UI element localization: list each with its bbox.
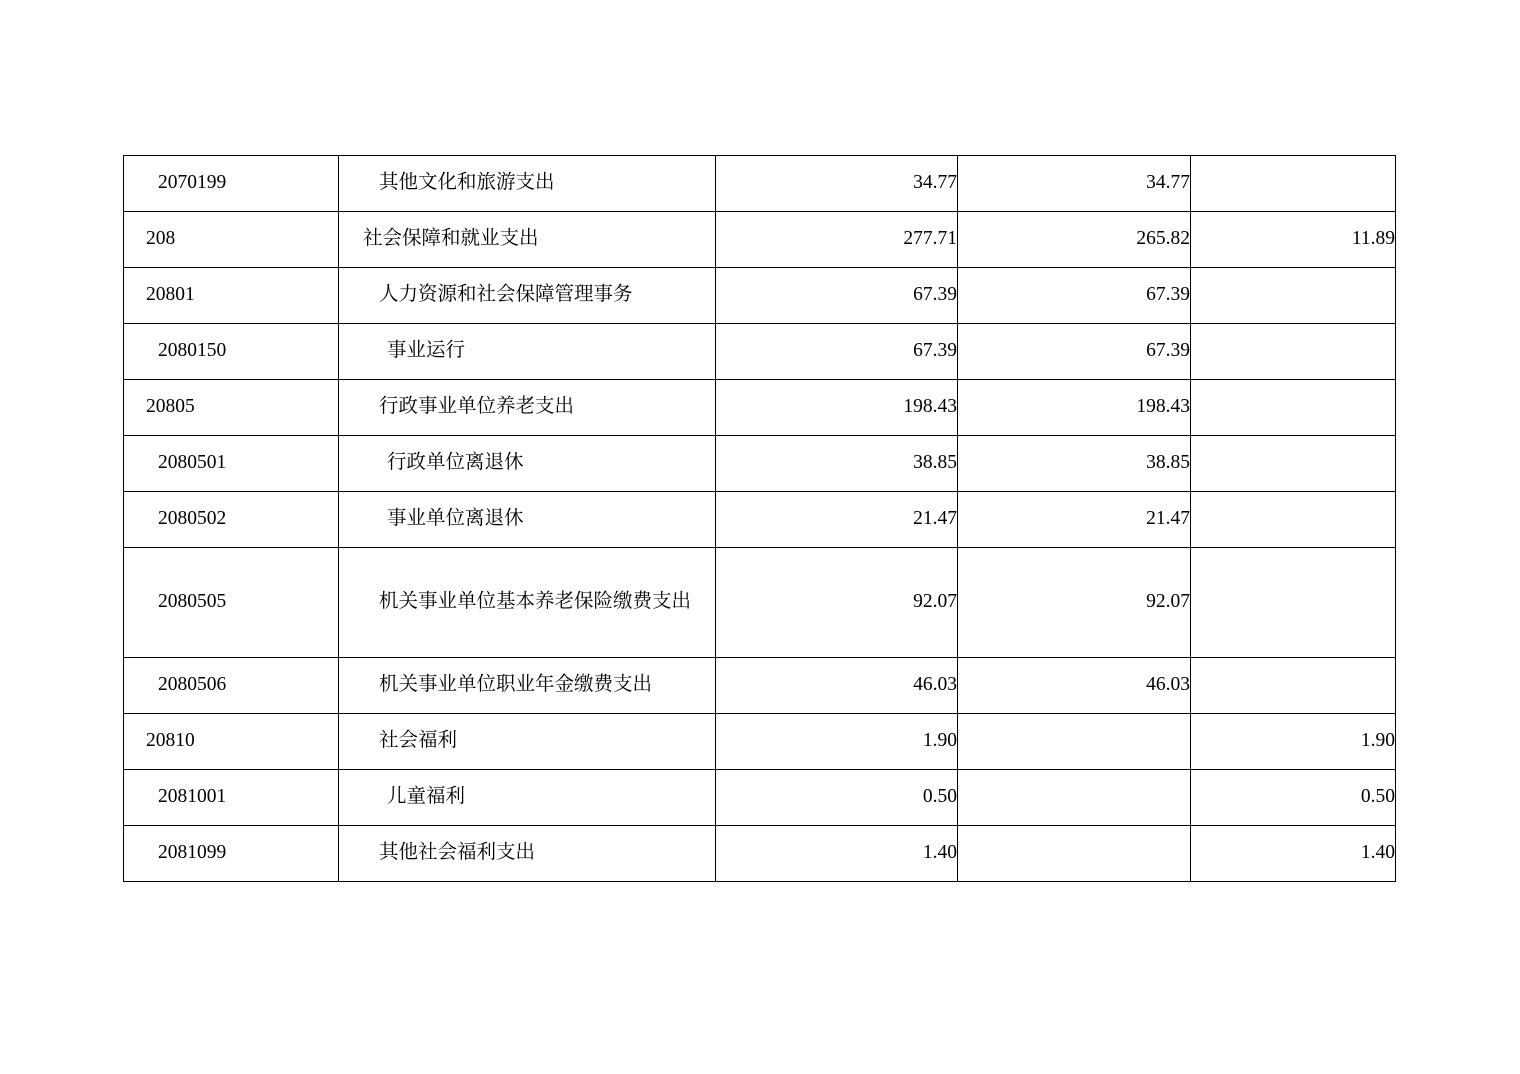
cell-total-amount: 46.03 xyxy=(716,658,958,714)
cell-basic-expenditure: 265.82 xyxy=(958,212,1191,268)
cell-basic-expenditure xyxy=(958,770,1191,826)
cell-total-amount: 1.90 xyxy=(716,714,958,770)
cell-subject-code: 2081099 xyxy=(124,826,339,882)
table-row xyxy=(124,492,1396,548)
cell-project-expenditure xyxy=(1191,156,1396,212)
subject-name-text: 儿童福利 xyxy=(387,786,466,808)
cell-total-amount: 34.77 xyxy=(716,156,958,212)
cell-project-expenditure xyxy=(1191,658,1396,714)
cell-project-expenditure: 0.50 xyxy=(1191,770,1396,826)
cell-total-amount: 277.71 xyxy=(716,212,958,268)
cell-subject-code: 20801 xyxy=(124,268,339,324)
cell-project-expenditure xyxy=(1191,436,1396,492)
cell-subject-name xyxy=(339,548,716,658)
cell-project-expenditure xyxy=(1191,380,1396,436)
subject-name-text: 人力资源和社会保障管理事务 xyxy=(379,284,633,306)
cell-total-amount: 67.39 xyxy=(716,268,958,324)
subject-name-text: 机关事业单位职业年金缴费支出 xyxy=(379,674,653,696)
subject-name-text: 社会保障和就业支出 xyxy=(363,228,539,250)
cell-project-expenditure: 1.90 xyxy=(1191,714,1396,770)
cell-project-expenditure xyxy=(1191,492,1396,548)
cell-total-amount: 1.40 xyxy=(716,826,958,882)
subject-name-text: 行政单位离退休 xyxy=(387,452,524,474)
cell-total-amount: 67.39 xyxy=(716,324,958,380)
cell-total-amount: 92.07 xyxy=(716,548,958,658)
cell-subject-code: 2070199 xyxy=(124,156,339,212)
table-row xyxy=(124,268,1396,324)
cell-basic-expenditure: 34.77 xyxy=(958,156,1191,212)
table-row xyxy=(124,212,1396,268)
cell-subject-name xyxy=(339,658,716,714)
table-body xyxy=(124,156,1396,882)
cell-subject-name xyxy=(339,770,716,826)
cell-basic-expenditure: 67.39 xyxy=(958,324,1191,380)
cell-subject-code: 208 xyxy=(124,212,339,268)
cell-project-expenditure xyxy=(1191,268,1396,324)
cell-total-amount: 21.47 xyxy=(716,492,958,548)
table-row xyxy=(124,714,1396,770)
cell-project-expenditure xyxy=(1191,324,1396,380)
subject-name-text: 机关事业单位基本养老保险缴费支出 xyxy=(379,591,692,613)
cell-project-expenditure xyxy=(1191,548,1396,658)
budget-expenditure-table xyxy=(123,155,1396,882)
subject-name-text: 其他文化和旅游支出 xyxy=(379,172,555,194)
cell-subject-code: 2080501 xyxy=(124,436,339,492)
table-row xyxy=(124,380,1396,436)
subject-name-text: 行政事业单位养老支出 xyxy=(379,396,575,418)
cell-subject-code: 2080505 xyxy=(124,548,339,658)
table-row xyxy=(124,324,1396,380)
cell-subject-name xyxy=(339,212,716,268)
table-row xyxy=(124,658,1396,714)
cell-basic-expenditure: 92.07 xyxy=(958,548,1191,658)
cell-subject-name xyxy=(339,826,716,882)
table-row xyxy=(124,770,1396,826)
cell-subject-code: 20805 xyxy=(124,380,339,436)
cell-basic-expenditure xyxy=(958,826,1191,882)
table-row xyxy=(124,826,1396,882)
table-row xyxy=(124,548,1396,658)
cell-total-amount: 38.85 xyxy=(716,436,958,492)
subject-name-text: 社会福利 xyxy=(379,730,458,752)
cell-project-expenditure: 1.40 xyxy=(1191,826,1396,882)
subject-name-text: 事业单位离退休 xyxy=(387,508,524,530)
cell-subject-name xyxy=(339,324,716,380)
cell-total-amount: 198.43 xyxy=(716,380,958,436)
cell-basic-expenditure: 46.03 xyxy=(958,658,1191,714)
cell-basic-expenditure: 21.47 xyxy=(958,492,1191,548)
cell-subject-name xyxy=(339,714,716,770)
table-row xyxy=(124,156,1396,212)
cell-subject-name xyxy=(339,380,716,436)
cell-subject-name xyxy=(339,436,716,492)
cell-basic-expenditure xyxy=(958,714,1191,770)
cell-subject-name xyxy=(339,156,716,212)
cell-subject-code: 2080502 xyxy=(124,492,339,548)
table-row xyxy=(124,436,1396,492)
cell-basic-expenditure: 67.39 xyxy=(958,268,1191,324)
cell-project-expenditure: 11.89 xyxy=(1191,212,1396,268)
cell-subject-code: 2081001 xyxy=(124,770,339,826)
cell-subject-code: 20810 xyxy=(124,714,339,770)
cell-subject-name xyxy=(339,268,716,324)
cell-subject-code: 2080506 xyxy=(124,658,339,714)
cell-basic-expenditure: 38.85 xyxy=(958,436,1191,492)
cell-subject-code: 2080150 xyxy=(124,324,339,380)
subject-name-text: 事业运行 xyxy=(387,340,466,362)
cell-total-amount: 0.50 xyxy=(716,770,958,826)
cell-basic-expenditure: 198.43 xyxy=(958,380,1191,436)
cell-subject-name xyxy=(339,492,716,548)
subject-name-text: 其他社会福利支出 xyxy=(379,842,536,864)
